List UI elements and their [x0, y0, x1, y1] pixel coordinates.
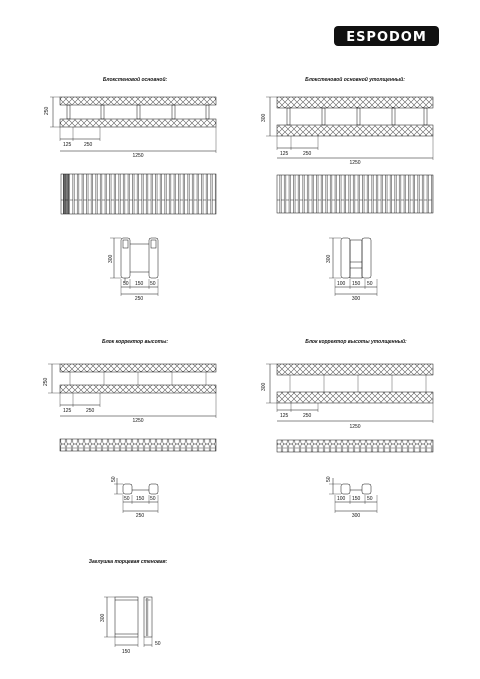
dim-125: 125 — [63, 408, 72, 414]
corrector-thick-group — [261, 338, 433, 519]
dim-250: 250 — [86, 408, 95, 414]
corrector-thick-elevation — [277, 440, 433, 452]
corrector-group — [43, 339, 216, 519]
block-thick-elevation — [277, 175, 433, 213]
corrector-elevation — [60, 439, 216, 451]
block-main-section — [108, 238, 158, 302]
corrector-plan — [43, 364, 216, 424]
caption-corrector: Блок корректор высоты: — [101, 339, 169, 345]
dim-100: 100 — [337, 496, 346, 502]
endcap-front — [100, 597, 138, 655]
block-main-elevation — [61, 174, 216, 214]
dim-250-vertical: 250 — [43, 377, 49, 386]
dim-300-total: 300 — [351, 513, 361, 519]
dim-50: 50 — [367, 281, 373, 287]
dim-300-vertical: 300 — [261, 113, 267, 122]
dim-125: 125 — [63, 142, 72, 148]
dim-250: 250 — [84, 142, 93, 148]
dim-250-total: 250 — [135, 513, 145, 519]
block-thick-group — [261, 76, 433, 302]
dim-50-vertical: 50 — [111, 476, 117, 482]
dim-150: 150 — [121, 649, 131, 655]
dim-150: 150 — [135, 281, 144, 287]
caption-block-thick: Блокстеновой основной утолщенный: — [305, 77, 405, 83]
caption-corrector-thick: Блок корректор высоты утолщенный: — [305, 339, 407, 345]
caption-block-main: Блокстеновой основной: — [102, 77, 168, 83]
dim-1250: 1250 — [349, 424, 361, 430]
dim-150: 150 — [352, 496, 361, 502]
dim-50-left: 50 — [124, 496, 130, 502]
dim-50: 50 — [155, 641, 161, 647]
dim-125: 125 — [280, 151, 289, 157]
dim-50-right: 50 — [150, 281, 156, 287]
corrector-section — [111, 476, 158, 519]
dim-250: 250 — [303, 413, 312, 419]
block-thick-section — [326, 238, 377, 302]
dim-300: 300 — [108, 254, 114, 263]
corrector-thick-plan — [261, 364, 433, 430]
dim-250-total: 250 — [134, 296, 144, 302]
dim-300-total: 300 — [351, 296, 361, 302]
logo-text: ESPODOM — [346, 30, 427, 45]
dim-1250: 1250 — [349, 160, 361, 166]
caption-endcap: Заглушка торцевая стеновая: — [88, 559, 168, 565]
dim-125: 125 — [280, 413, 289, 419]
dim-1250: 1250 — [132, 153, 144, 159]
dim-50: 50 — [367, 496, 373, 502]
dim-150: 150 — [352, 281, 361, 287]
block-main-group — [44, 76, 216, 302]
dim-150: 150 — [136, 496, 145, 502]
endcap-side — [144, 597, 161, 647]
dim-250: 250 — [303, 151, 312, 157]
dim-50-vertical: 50 — [326, 476, 332, 482]
dim-300-vertical: 300 — [261, 382, 267, 391]
dim-1250: 1250 — [132, 418, 144, 424]
dim-300: 300 — [326, 254, 332, 263]
brand-logo — [334, 26, 439, 46]
block-thick-plan — [261, 97, 433, 166]
dim-50-left: 50 — [123, 281, 129, 287]
corrector-thick-section — [326, 476, 377, 519]
dim-100: 100 — [337, 281, 346, 287]
endcap-group — [89, 559, 168, 655]
dim-300-vertical: 300 — [100, 613, 106, 622]
block-main-plan — [44, 97, 216, 159]
dim-50-right: 50 — [150, 496, 156, 502]
dim-250-vertical: 250 — [44, 106, 50, 115]
